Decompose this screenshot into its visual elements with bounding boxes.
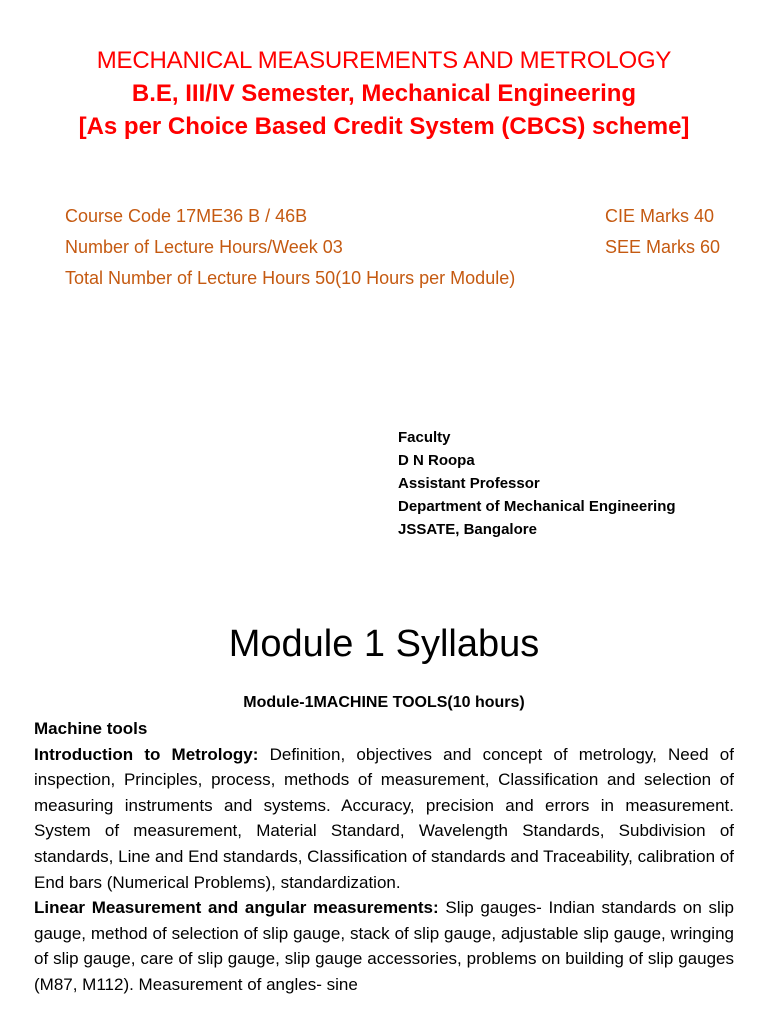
intro-text: Definition, objectives and concept of metrology, Need of inspection, Principles, process, methods of measurement, Classification and selection of measuring instruments and systems. Accuracy, precision and errors in measurement. System of measurement, Material Standard, Wavelength Standards, Subdivision of standards, Line and End standards, Classification of standards and Traceability, calibration of End bars (Numerical Problems), standardization. <box>34 744 734 892</box>
faculty-designation: Assistant Professor <box>398 475 540 492</box>
lecture-hours-week: Number of Lecture Hours/Week 03 <box>65 237 343 257</box>
intro-label: Introduction to Metrology: <box>34 744 259 764</box>
title-line-3: [As per Choice Based Credit System (CBCS) scheme] <box>78 113 690 140</box>
section-title: Machine tools <box>34 719 148 738</box>
faculty-block <box>398 426 676 541</box>
module-subheading: Module-1MACHINE TOOLS(10 hours) <box>243 694 525 711</box>
total-lecture-hours: Total Number of Lecture Hours 50(10 Hours per Module) <box>65 268 516 288</box>
intro-paragraph <box>34 742 734 896</box>
cie-marks: CIE Marks 40 <box>605 206 715 226</box>
course-info-row <box>65 263 725 294</box>
faculty-name: D N Roopa <box>398 452 475 469</box>
linear-paragraph <box>34 895 734 997</box>
syllabus-body <box>34 716 734 998</box>
faculty-institution: JSSATE, Bangalore <box>398 521 537 538</box>
title-line-1: MECHANICAL MEASUREMENTS AND METROLOGY <box>96 47 672 74</box>
module-heading: Module 1 Syllabus <box>228 623 540 665</box>
syllabus-slide <box>0 590 768 1024</box>
linear-label: Linear Measurement and angular measurements: <box>34 898 439 918</box>
course-code: Course Code 17ME36 B / 46B <box>65 206 308 226</box>
title-line-2: B.E, III/IV Semester, Mechanical Engineering <box>131 80 637 107</box>
document-title <box>0 44 768 143</box>
course-info-row <box>65 201 725 232</box>
course-info <box>65 201 725 294</box>
faculty-department: Department of Mechanical Engineering <box>398 498 676 515</box>
linear-text: Slip gauges- Indian standards on slip gauge, method of selection of slip gauge, stack of slip gauge, adjustable slip gauge, wringing of slip gauge, care of slip gauge, slip gauge accessories, problems on building of slip gauges (M87, M112). Measurement of angles- sine <box>34 898 734 994</box>
course-info-row <box>65 232 725 263</box>
see-marks: SEE Marks 60 <box>605 237 721 257</box>
faculty-label: Faculty <box>398 429 451 446</box>
